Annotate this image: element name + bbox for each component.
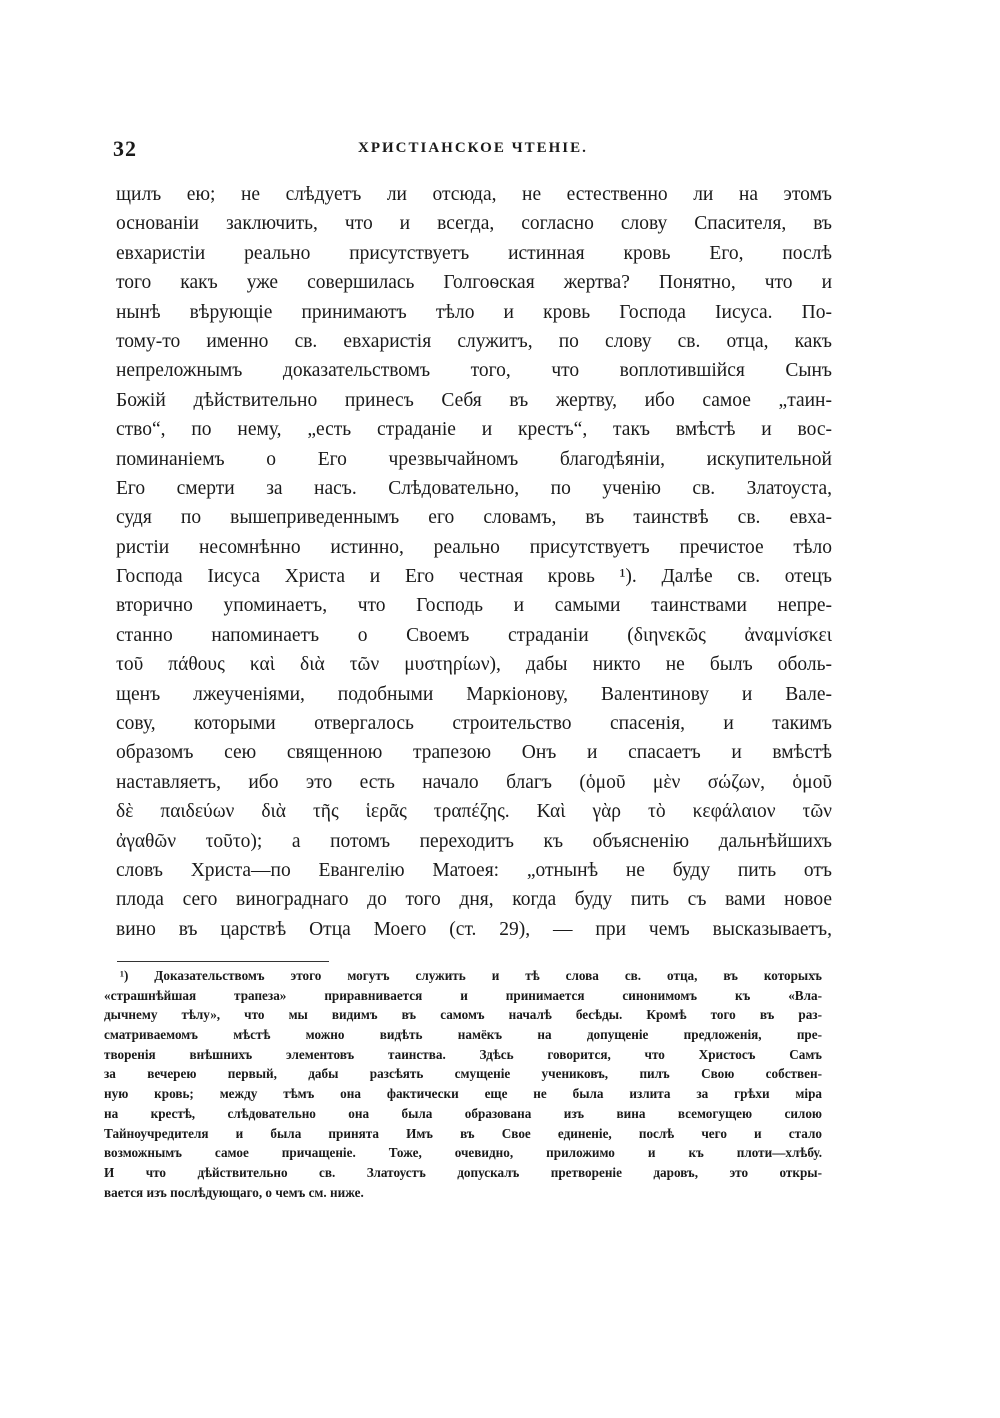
text-line: евхаристіи реально присутствуетъ истинная кровь Его, послѣ [116, 242, 832, 264]
footnote-line: за вечерею первый, дабы разсѣять смущеніе учениковъ, пилъ Свою собствен- [104, 1066, 822, 1082]
text-line: Божій дѣйствительно принесъ Себя въ жертву, ибо самое „таин- [116, 389, 832, 411]
footnote-line: дычнему тѣлу», что мы видимъ въ самомъ началѣ бесѣды. Кромѣ того въ раз- [104, 1007, 822, 1023]
text-line: щилъ ею; не слѣдуетъ ли отсюда, не естественно ли на этомъ [116, 184, 832, 205]
text-line: словъ Христа—по Евангелію Матоея: „отнынѣ не буду пить отъ [116, 859, 832, 881]
running-title: ХРИСТІАНСКОЕ ЧТЕНІЕ. [358, 140, 588, 156]
text-line: образомъ сею священною трапезою Онъ и спасаетъ и вмѣстѣ [116, 742, 832, 764]
footnote-line: Тайноучредителя и была принята Имъ въ Свое единеніе, послѣ чего и стало [104, 1125, 822, 1141]
text-line: тому-то именно св. евхаристія служитъ, по слову св. отца, какъ [116, 330, 832, 352]
text-line: сову, которыми отвергалось строительство спасенія, и такимъ [116, 713, 832, 735]
text-line: поминаніемъ о Его чрезвычайномъ благодѣяніи, искупительной [116, 448, 832, 470]
text-line: щенъ лжеученіями, подобными Маркіонову, Валентинову и Вале- [116, 683, 832, 705]
body-text [116, 180, 832, 944]
text-line: станно напоминаетъ о Своемъ страданіи (διηνεκῶς ἀναμνίσκει [116, 624, 832, 646]
footnote-line: сматриваемомъ мѣстѣ можно видѣть намёкъ на допущеніе предложенія, пре- [104, 1027, 822, 1043]
text-line: плода сего винограднаго до того дня, когда буду пить съ вами новое [116, 889, 832, 911]
footnote-line: на крестѣ, слѣдовательно она была образована изъ вина всемогущею силою [104, 1105, 822, 1121]
text-line: нынѣ вѣрующіе принимаютъ тѣло и кровь Господа Іисуса. По- [116, 301, 832, 323]
text-line: ἀγαθῶν τοῦτο); а потомъ переходитъ къ объясненію дальнѣйшихъ [116, 830, 832, 852]
text-line: вторично упоминаетъ, что Господь и самыми таинствами непре- [116, 595, 832, 617]
page-header [113, 136, 833, 162]
text-line: ство“, по нему, „есть страданіе и крестъ“, такъ вмѣстѣ и вос- [116, 419, 832, 441]
text-line: наставляетъ, ибо это есть начало благъ (ὁμοῦ μὲν σώζων, ὁμοῦ [116, 771, 832, 793]
footnote-line: вается изъ послѣдующаго, о чемъ см. ниже. [104, 1184, 364, 1200]
text-line: Его смерти за насъ. Слѣдовательно, по ученію св. Златоуста, [116, 477, 832, 499]
footnote-line: ную кровь; между тѣмъ она фактически еще не была излита за грѣхи міра [104, 1086, 822, 1102]
footnotes [104, 966, 822, 1202]
text-line: τοῦ πάθους καὶ διὰ τῶν μυστηρίων), дабы никто не былъ оболь- [116, 654, 832, 676]
text-line: ристіи несомнѣнно истинно, реально присутствуетъ пречистое тѣло [116, 536, 832, 558]
text-line: δὲ παιδεύων διὰ τῆς ἱερᾶς τραπέζης. Καὶ γὰρ τὸ κεφάλαιον τῶν [116, 801, 832, 823]
text-line: вино въ царствѣ Отца Моего (ст. 29), — при чемъ высказываетъ, [116, 918, 832, 940]
footnote-line: возможнымъ самое причащеніе. Тоже, очевидно, приложимо и къ плоти—хлѣбу. [104, 1145, 822, 1161]
text-line: основаніи заключить, что и всегда, согласно слову Спасителя, въ [116, 213, 832, 235]
footnote-line: творенія внѣшнихъ элементовъ таинства. Здѣсь говорится, что Христосъ Самъ [104, 1046, 822, 1062]
text-line: судя по вышеприведеннымъ его словамъ, въ таинствѣ св. евха- [116, 507, 832, 529]
footnote-line: ¹) Доказательствомъ этого могутъ служить и тѣ слова св. отца, въ которыхъ [120, 968, 822, 983]
text-line: того какъ уже совершилась Голгоѳская жертва? Понятно, что и [116, 272, 832, 294]
footnote-line: «страшнѣйшая трапеза» приравнивается и принимается синонимомъ къ «Вла- [104, 987, 822, 1003]
text-line: непреложнымъ доказательствомъ того, что воплотившійся Сынъ [116, 360, 832, 382]
page-number: 32 [113, 136, 137, 161]
footnote-divider [117, 961, 329, 962]
text-line: Господа Іисуса Христа и Его честная кровь ¹). Далѣе св. отецъ [116, 566, 832, 588]
footnote-line: И что дѣйствительно св. Златоустъ допускалъ претвореніе даровъ, это откры- [104, 1164, 822, 1180]
